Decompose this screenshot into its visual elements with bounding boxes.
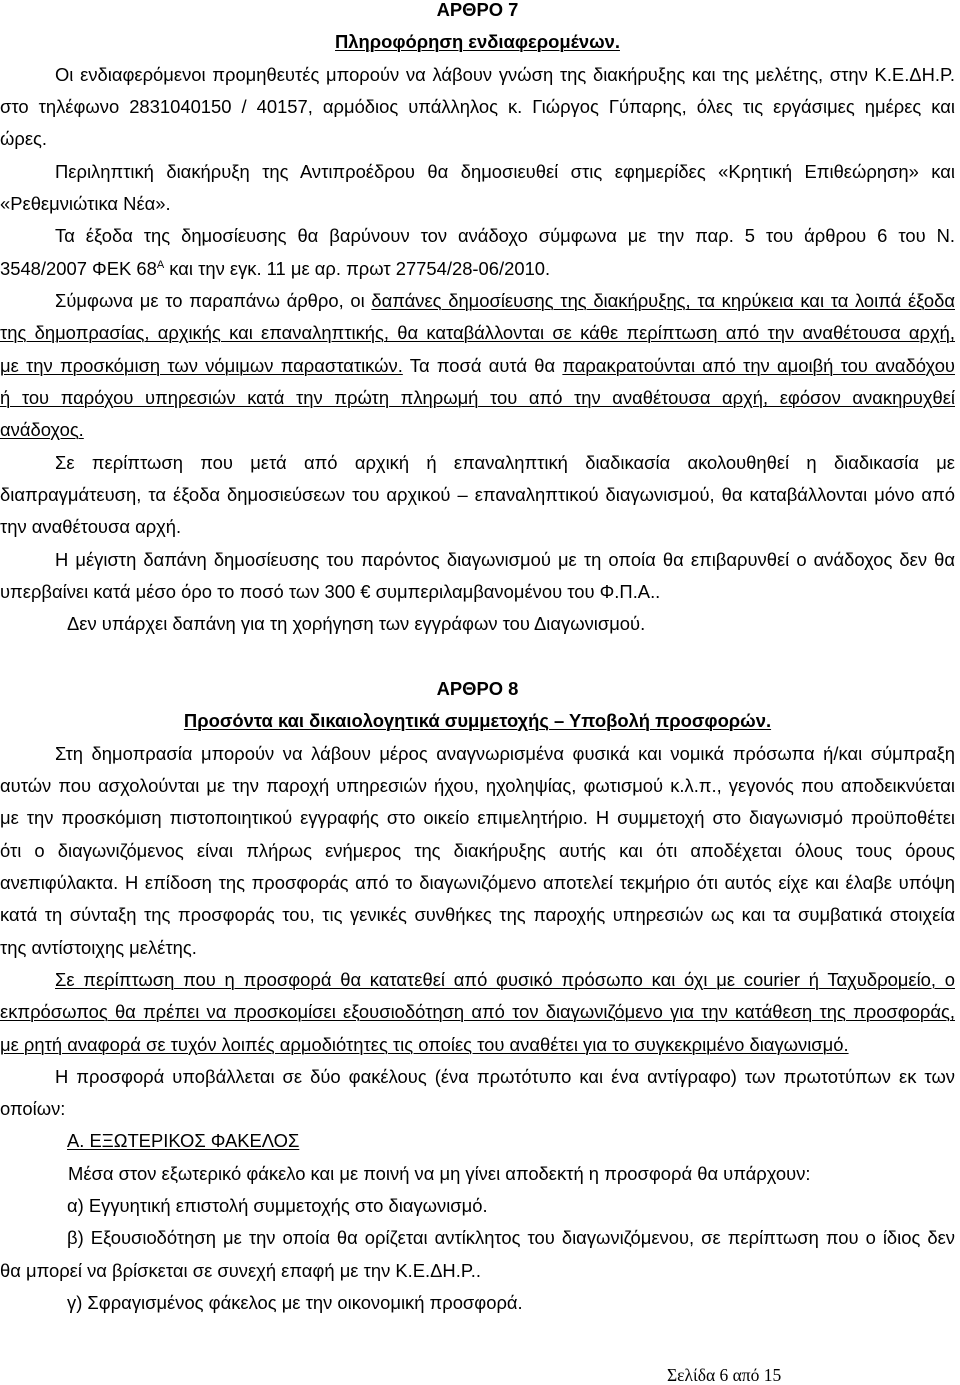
blank-line bbox=[0, 641, 955, 673]
paragraph-no-document-fee: Δεν υπάρχει δαπάνη για τη χορήγηση των εγγράφων του Διαγωνισμού. bbox=[67, 613, 646, 635]
outer-envelope-section bbox=[0, 1125, 955, 1319]
paragraph-max-cost bbox=[0, 544, 955, 609]
text-line bbox=[0, 414, 955, 446]
text-line: ανεπιφύλακτα. Η επίδοση της προσφοράς από το διαγωνιζόμενο αποτελεί τεκμήριο ότι αυτός είχε και έλαβε υπόψη bbox=[0, 871, 955, 893]
list-item-b: β) Εξουσιοδότηση με την οποία θα ορίζεται αντίκλητος του διαγωνιζόμενου, σε περίπτωση που ο ίδιος δεν bbox=[67, 1227, 955, 1249]
list-item-b-continuation: θα μπορεί να βρίσκεται σε συνεχή επαφή με την Κ.Ε.ΔΗ.Ρ.. bbox=[0, 1259, 481, 1281]
text-line: Η μέγιστη δαπάνη δημοσίευσης του παρόντος διαγωνισμού με τη οποία θα επιβαρυνθεί ο ανάδοχος δεν θα bbox=[55, 548, 955, 570]
underlined-text: με την προσκόμιση των νόμιμων παραστατικών. bbox=[0, 354, 403, 376]
text-line: Η προσφορά υποβάλλεται σε δύο φακέλους (ένα πρωτότυπο και ένα αντίγραφο) των πρωτοτύπων εκ των bbox=[55, 1065, 955, 1087]
underlined-text-line: ή του παρόχου υπηρεσιών κατά την πρώτη πληρωμή του από την αναθέτουσα αρχή, εφόσον ανακηρυχθεί bbox=[0, 386, 955, 408]
article-7-title bbox=[0, 26, 955, 58]
underlined-text-line: της δημοπρασίας, αρχικής και επαναληπτικής, θα καταβάλλονται σε κάθε περίπτωση από την αναθέτουσα αρχή, bbox=[0, 322, 955, 344]
text-line: υπερβαίνει κατά μέσο όρο το ποσό των 300 € συμπεριλαμβανομένου του Φ.Π.Α.. bbox=[0, 580, 661, 602]
article-7-title-text: Πληροφόρηση ενδιαφερομένων. bbox=[335, 31, 620, 53]
paragraph-negotiation bbox=[0, 447, 955, 544]
article-8-title bbox=[0, 705, 955, 737]
outer-envelope-intro: Μέσα στον εξωτερικό φάκελο και με ποινή να μη γίνει αποδεκτή η προσφορά θα υπάρχουν: bbox=[68, 1162, 811, 1184]
text-line: της αντίστοιχης μελέτης. bbox=[0, 936, 197, 958]
law-reference: 3548/2007 ΦΕΚ 68 bbox=[0, 257, 157, 279]
circular-reference: και την εγκ. 11 με αρ. πρωτ 27754/28-06/2010. bbox=[164, 257, 551, 279]
article-8-heading: ΑΡΘΡΟ 8 bbox=[436, 677, 519, 699]
underlined-text-line: εκπρόσωπος θα πρέπει να προσκομίσει εξουσιοδότηση από τον διαγωνιζόμενο για την κατάθεση της προσφοράς, bbox=[0, 1001, 955, 1023]
text-line bbox=[0, 964, 955, 996]
text-line: Σε περίπτωση που μετά από αρχική ή επαναληπτική διαδικασία ακολουθηθεί η διαδικασία με bbox=[55, 451, 955, 473]
paragraph-envelopes bbox=[0, 1061, 955, 1126]
list-item-c: γ) Σφραγισμένος φάκελος με την οικονομική προσφορά. bbox=[67, 1292, 523, 1314]
text-line: την αναθέτουσα αρχή. bbox=[0, 516, 182, 538]
paragraph-cost-allocation bbox=[0, 285, 955, 447]
text-line: ότι ο διαγωνιζόμενος είναι πλήρως ενήμερος της διακήρυξης αυτής και ότι αποδέχεται όλους τους όρους bbox=[0, 839, 955, 861]
article-8 bbox=[0, 673, 955, 1320]
text-line: αυτών που ασχολούνται με την παροχή υπηρεσιών ήχου, ηχοληψίας, φωτισμού κ.λ.π., γεγονός που αποδεικνύεται bbox=[0, 774, 955, 796]
text-line: ώρες. bbox=[0, 128, 47, 150]
text-line: με την προσκόμιση πιστοποιητικού εγγραφής στο οικείο επιμελητήριο. Η συμμετοχή στο διαγωνισμό προϋποθέτει bbox=[0, 807, 955, 829]
text-line: Περιληπτική διακήρυξη της Αντιπροέδρου θα δημοσιευθεί στις εφημερίδες «Κρητική Επιθεώρηση» και bbox=[55, 160, 955, 182]
gazette-issue-superscript: Α bbox=[156, 258, 165, 271]
outer-envelope-title bbox=[0, 1125, 955, 1157]
paragraph-publication-costs bbox=[0, 220, 955, 285]
text-line: Στη δημοπρασία μπορούν να λάβουν μέρος αναγνωρισμένα φυσικά και νομικά πρόσωπα ή/και σύμπραξη bbox=[55, 742, 955, 764]
plain-text: Τα ποσά αυτά θα bbox=[402, 354, 563, 376]
text-line: Οι ενδιαφερόμενοι προμηθευτές μπορούν να λάβουν γνώση της διακήρυξης και της μελέτης, στην Κ.Ε.ΔΗ.Ρ. bbox=[55, 63, 955, 85]
paragraph-eligibility bbox=[0, 738, 955, 964]
article-7 bbox=[0, 0, 955, 641]
text-line: διαπραγμάτευση, τα έξοδα δημοσιεύσεων του αρχικού – επαναληπτικού διαγωνισμού, θα καταβάλλονται μόνο από bbox=[0, 483, 955, 505]
paragraph-representative bbox=[0, 964, 955, 1061]
text-line bbox=[0, 253, 955, 285]
text-line: στο τηλέφωνο 2831040150 / 40157, αρμόδιος υπάλληλος κ. Γιώργος Γύπαρης, όλες τις εργάσιμες ημέρες και bbox=[0, 95, 955, 117]
text-line bbox=[0, 1029, 955, 1061]
text-line: οποίων: bbox=[0, 1098, 66, 1120]
plain-text: Σύμφωνα με το παραπάνω άρθρο, οι bbox=[55, 289, 372, 311]
page-number-footer: Σελίδα 6 από 15 bbox=[667, 1365, 782, 1385]
paragraph-information bbox=[0, 59, 955, 156]
underlined-text: Σε περίπτωση που η προσφορά θα κατατεθεί από φυσικό πρόσωπο και όχι με courier ή Ταχυδρομείο, ο bbox=[55, 968, 955, 990]
text-line: κατά τη σύνταξη της προσφοράς του, τις γενικές συνθήκες της παροχής υπηρεσιών ως και τα συμβατικά στοιχεία bbox=[0, 904, 955, 926]
paragraph-summary-notice bbox=[0, 156, 955, 221]
article-8-title-text: Προσόντα και δικαιολογητικά συμμετοχής – Υποβολή προσφορών. bbox=[183, 710, 772, 732]
underlined-text: Α. ΕΞΩΤΕΡΙΚΟΣ ΦΑΚΕΛΟΣ bbox=[67, 1130, 300, 1152]
text-line: Τα έξοδα της δημοσίευσης θα βαρύνουν τον ανάδοχο σύμφωνα με την παρ. 5 του άρθρου 6 του Ν. bbox=[55, 225, 955, 247]
article-7-heading: ΑΡΘΡΟ 7 bbox=[436, 0, 519, 20]
underlined-text: δαπάνες δημοσίευσης της διακήρυξης, τα κηρύκεια και τα λοιπά έξοδα bbox=[371, 289, 955, 311]
underlined-text: παρακρατούνται από την αμοιβή του αναδόχου bbox=[562, 354, 955, 376]
underlined-text: με ρητή αναφορά σε τυχόν λοιπές αρμοδιότητες τις οποίες του αναθέτει για το συγκεκριμένο διαγωνισμό. bbox=[0, 1033, 849, 1055]
list-item-a: α) Εγγυητική επιστολή συμμετοχής στο διαγωνισμό. bbox=[67, 1195, 488, 1217]
underlined-text: ανάδοχος. bbox=[0, 419, 84, 441]
text-line bbox=[0, 285, 955, 317]
text-line: «Ρεθεμνιώτικα Νέα». bbox=[0, 192, 171, 214]
text-line bbox=[0, 350, 955, 382]
